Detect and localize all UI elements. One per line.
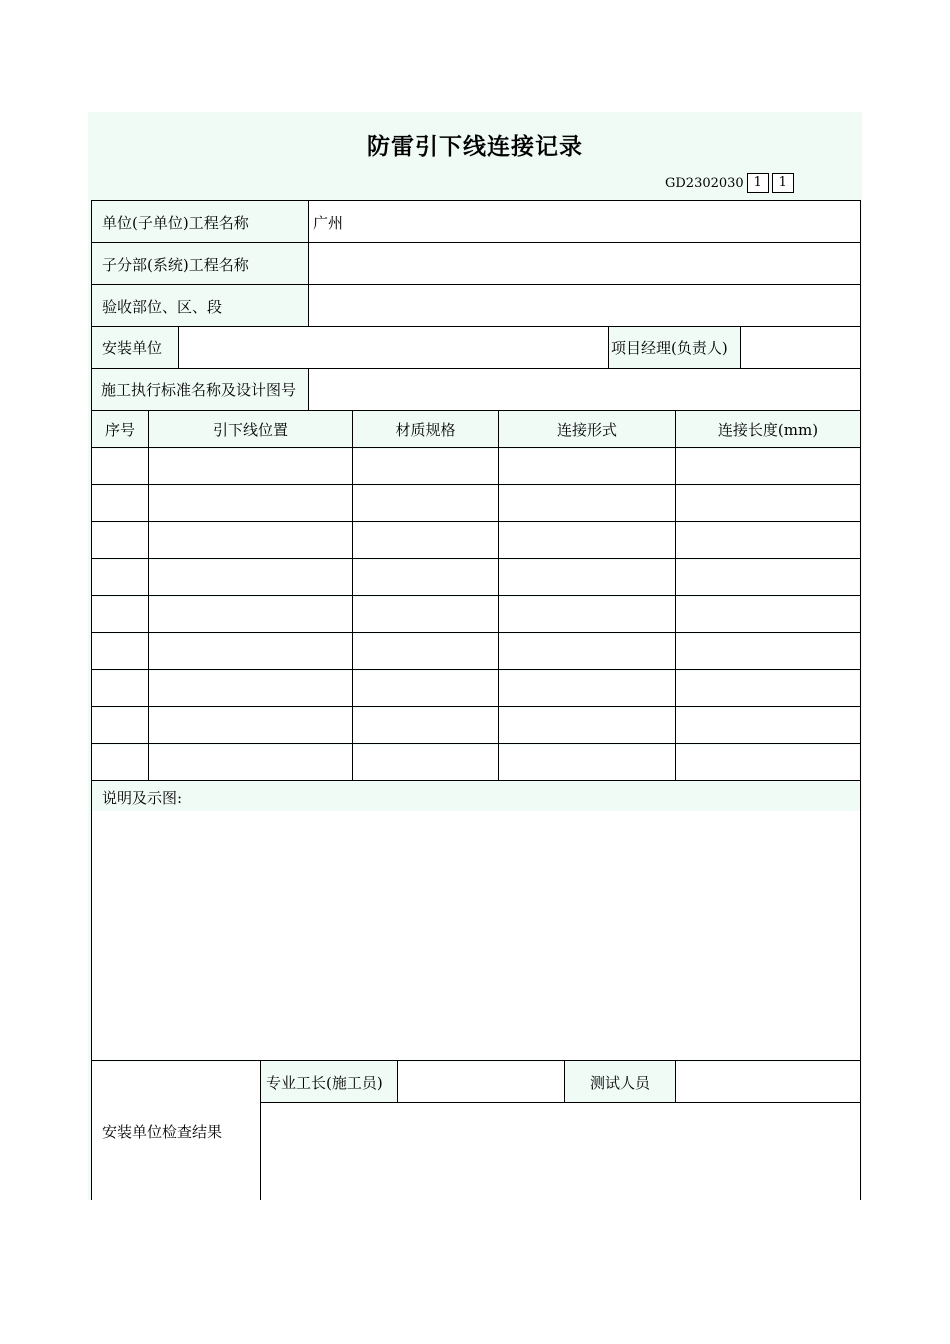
acceptance-part-label: 验收部位、区、段: [92, 285, 308, 327]
col-header-material: 材质规格: [353, 411, 498, 448]
grid-line: [91, 669, 861, 670]
sub-project-field[interactable]: [309, 243, 860, 285]
table-cell[interactable]: [499, 560, 675, 596]
table-cell[interactable]: [499, 486, 675, 522]
table-cell[interactable]: [353, 708, 498, 744]
table-cell[interactable]: [92, 671, 148, 707]
table-cell[interactable]: [149, 597, 352, 633]
table-cell[interactable]: [149, 523, 352, 559]
standard-field[interactable]: [309, 369, 860, 410]
table-cell[interactable]: [676, 523, 859, 559]
col-header-connection: 连接形式: [499, 411, 675, 448]
table-cell[interactable]: [499, 523, 675, 559]
table-cell[interactable]: [149, 671, 352, 707]
table-cell[interactable]: [676, 486, 859, 522]
table-cell[interactable]: [676, 449, 859, 485]
table-cell[interactable]: [353, 486, 498, 522]
grid-line: [91, 242, 861, 243]
grid-line: [91, 521, 861, 522]
grid-line: [91, 410, 861, 411]
table-cell[interactable]: [92, 597, 148, 633]
grid-line: [675, 410, 676, 781]
table-cell[interactable]: [353, 560, 498, 596]
grid-line: [91, 200, 92, 1200]
grid-line: [91, 200, 861, 201]
table-cell[interactable]: [676, 560, 859, 596]
table-cell[interactable]: [676, 671, 859, 707]
unit-project-label: 单位(子单位)工程名称: [92, 201, 308, 243]
table-cell[interactable]: [499, 745, 675, 781]
table-cell[interactable]: [676, 745, 859, 781]
form-code: [665, 173, 794, 193]
grid-line: [91, 780, 861, 781]
table-cell[interactable]: [676, 634, 859, 670]
grid-line: [148, 410, 149, 781]
table-cell[interactable]: [499, 671, 675, 707]
table-cell[interactable]: [353, 671, 498, 707]
project-manager-field[interactable]: [741, 327, 860, 368]
grid-line: [91, 558, 861, 559]
grid-line: [91, 368, 861, 369]
grid-line: [260, 1060, 261, 1200]
tester-field[interactable]: [676, 1062, 860, 1102]
grid-line: [860, 200, 861, 1200]
grid-line: [91, 284, 861, 285]
table-cell[interactable]: [149, 745, 352, 781]
grid-line: [91, 484, 861, 485]
grid-line: [308, 200, 309, 326]
foreman-field[interactable]: [398, 1062, 564, 1102]
grid-line: [91, 326, 861, 327]
col-header-position: 引下线位置: [149, 411, 352, 448]
install-unit-label: 安装单位: [92, 327, 178, 368]
table-cell[interactable]: [92, 708, 148, 744]
table-cell[interactable]: [353, 634, 498, 670]
form-code-prefix: GD2302030: [665, 175, 744, 191]
col-header-index: 序号: [92, 411, 148, 448]
grid-line: [608, 326, 609, 368]
grid-line: [498, 410, 499, 781]
tester-label: 测试人员: [565, 1062, 675, 1102]
table-cell[interactable]: [92, 560, 148, 596]
acceptance-part-field[interactable]: [309, 285, 860, 327]
table-cell[interactable]: [92, 745, 148, 781]
table-cell[interactable]: [92, 486, 148, 522]
grid-line: [308, 368, 309, 410]
table-cell[interactable]: [353, 449, 498, 485]
form-code-box-2[interactable]: 1: [772, 173, 794, 193]
table-cell[interactable]: [353, 745, 498, 781]
table-cell[interactable]: [149, 708, 352, 744]
grid-line: [178, 326, 179, 368]
table-cell[interactable]: [92, 634, 148, 670]
grid-line: [91, 632, 861, 633]
grid-line: [352, 410, 353, 781]
grid-line: [260, 1102, 861, 1103]
table-cell[interactable]: [149, 449, 352, 485]
grid-line: [564, 1060, 565, 1102]
standard-label: 施工执行标准名称及设计图号: [92, 369, 308, 410]
table-cell[interactable]: [149, 486, 352, 522]
table-cell[interactable]: [149, 560, 352, 596]
grid-line: [91, 447, 861, 448]
table-cell[interactable]: [353, 523, 498, 559]
table-cell[interactable]: [499, 597, 675, 633]
form-title: 防雷引下线连接记录: [367, 134, 583, 160]
grid-line: [675, 1060, 676, 1102]
project-manager-label: 项目经理(负责人): [609, 327, 740, 368]
check-result-label: 安装单位检查结果: [92, 1062, 260, 1200]
grid-line: [91, 743, 861, 744]
table-cell[interactable]: [149, 634, 352, 670]
unit-project-field[interactable]: 广州: [309, 201, 860, 243]
table-cell[interactable]: [499, 449, 675, 485]
grid-line: [397, 1060, 398, 1102]
foreman-label: 专业工长(施工员): [261, 1062, 397, 1102]
col-header-length: 连接长度(mm): [676, 411, 860, 448]
sub-project-label: 子分部(系统)工程名称: [92, 243, 308, 285]
notes-area[interactable]: [92, 811, 860, 1060]
notes-label: 说明及示图:: [92, 783, 860, 811]
table-cell[interactable]: [92, 449, 148, 485]
table-cell[interactable]: [499, 634, 675, 670]
grid-line: [91, 706, 861, 707]
table-cell[interactable]: [676, 597, 859, 633]
grid-line: [91, 595, 861, 596]
install-unit-field[interactable]: [179, 327, 608, 368]
table-cell[interactable]: [92, 523, 148, 559]
grid-line: [740, 326, 741, 368]
table-cell[interactable]: [353, 597, 498, 633]
form-code-box-1[interactable]: 1: [747, 173, 769, 193]
check-result-area[interactable]: [261, 1103, 860, 1200]
table-cell[interactable]: [499, 708, 675, 744]
grid-line: [91, 1060, 861, 1061]
table-cell[interactable]: [676, 708, 859, 744]
